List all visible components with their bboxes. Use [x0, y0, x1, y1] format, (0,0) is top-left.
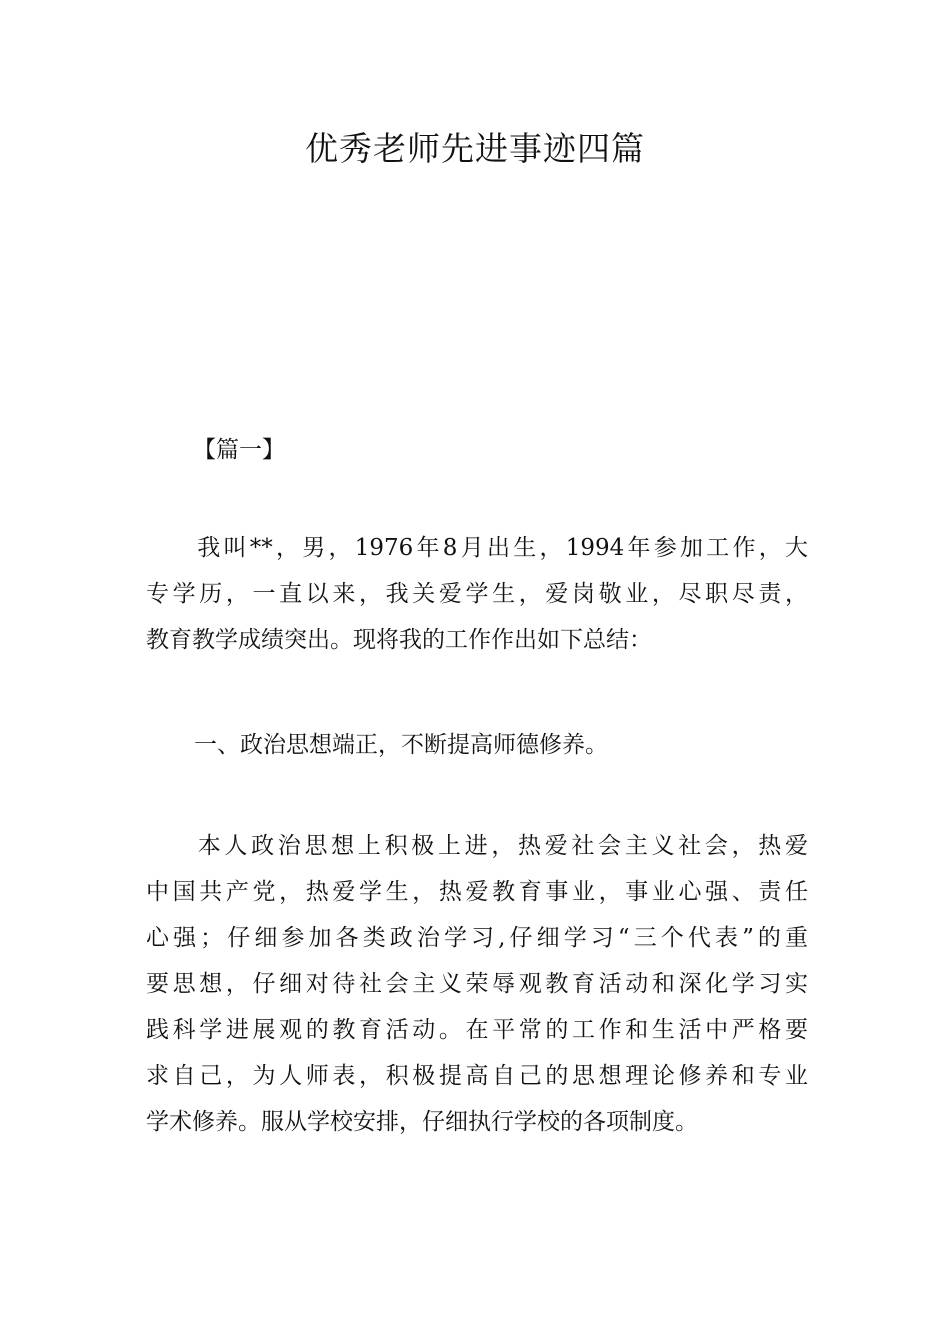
paragraph-line: 心强；仔细参加各类政治学习,仔细学习“三个代表”的重	[146, 925, 808, 951]
paragraph-line: 我叫**，男，1976年8月出生，1994年参加工作，大	[194, 535, 808, 561]
paragraph-body	[146, 823, 808, 1145]
paragraph-line: 专学历，一直以来，我关爱学生，爱岗敬业，尽职尽责，	[146, 581, 808, 607]
paragraph-line: 学术修养。服从学校安排，仔细执行学校的各项制度。	[146, 1109, 698, 1135]
document-title: 优秀老师先进事迹四篇	[305, 129, 645, 168]
paragraph-line: 一、政治思想端正，不断提高师德修养。	[194, 732, 608, 758]
paragraph-line: 求自己，为人师表，积极提高自己的思想理论修养和专业	[146, 1063, 808, 1089]
paragraph-subheading	[146, 722, 808, 768]
paragraph-line: 中国共产党，热爱学生，热爱教育事业，事业心强、责任	[146, 879, 808, 905]
paragraph-intro	[146, 525, 808, 663]
paragraph-line: 本人政治思想上积极上进，热爱社会主义社会，热爱	[194, 833, 808, 859]
paragraph-line: 要思想，仔细对待社会主义荣辱观教育活动和深化学习实	[146, 971, 808, 997]
section-heading: 【篇一】	[193, 437, 285, 463]
paragraph-line: 践科学进展观的教育活动。在平常的工作和生活中严格要	[146, 1017, 808, 1043]
paragraph-line: 教育教学成绩突出。现将我的工作作出如下总结：	[146, 627, 652, 653]
